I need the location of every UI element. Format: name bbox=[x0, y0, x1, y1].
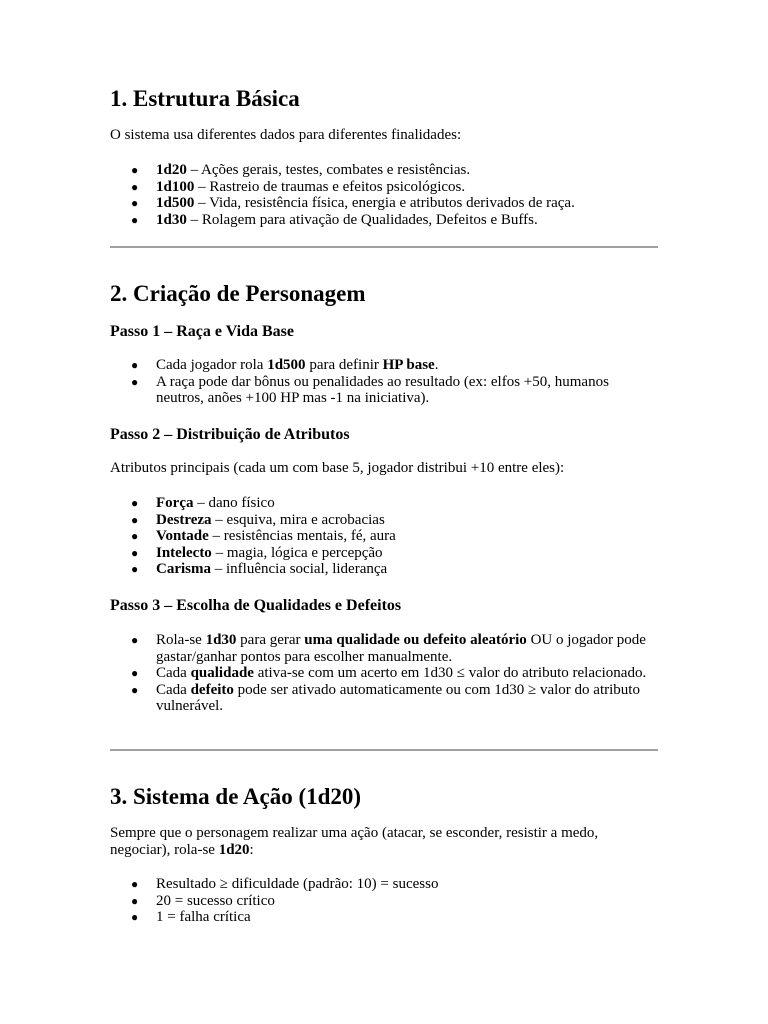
text-span: Sempre que o personagem realizar uma ação (atacar, se esconder, resistir a medo, negociar), rola-se bbox=[110, 825, 599, 858]
list-item-text: – esquiva, mira e acrobacias bbox=[211, 511, 385, 528]
bullet-icon: ● bbox=[131, 545, 139, 560]
list-item-bold: 1d500 bbox=[156, 195, 195, 212]
text-span: ativa-se com um acerto em 1d30 ≤ valor do atributo relacionado. bbox=[253, 665, 647, 682]
section-3-title: 3. Sistema de Ação (1d20) bbox=[110, 784, 362, 809]
list-item-bold: 1d100 bbox=[156, 178, 195, 195]
list-item-bold: 1d20 bbox=[156, 162, 187, 178]
list-item-text: – Rolagem para ativação de Qualidades, Defeitos e Buffs. bbox=[186, 211, 538, 228]
text-span: . bbox=[434, 357, 439, 373]
text-span: para definir bbox=[305, 357, 383, 373]
list-item-text: – dano físico bbox=[193, 495, 275, 511]
list-item bbox=[110, 561, 658, 578]
list-item bbox=[110, 195, 658, 212]
divider bbox=[110, 749, 658, 751]
step-1-title: Passo 1 – Raça e Vida Base bbox=[110, 323, 294, 340]
bold-span: 1d30 bbox=[205, 632, 237, 648]
action-list bbox=[110, 876, 658, 926]
bold-span: 1d20 bbox=[218, 842, 250, 858]
step-2-intro: Atributos principais (cada um com base 5, jogador distribui +10 entre eles): bbox=[110, 460, 565, 476]
bullet-icon: ● bbox=[131, 666, 139, 681]
bullet-icon: ● bbox=[131, 179, 139, 194]
bold-span: uma qualidade ou defeito aleatório bbox=[304, 632, 527, 648]
text-span: Resultado ≥ dificuldade (padrão: 10) = sucesso bbox=[156, 876, 439, 892]
bold-span: defeito bbox=[190, 681, 234, 698]
list-item bbox=[110, 665, 658, 682]
section-1-title: 1. Estrutura Básica bbox=[110, 86, 300, 111]
text-span: Cada jogador rola bbox=[156, 357, 268, 373]
text-span: A raça pode dar bônus ou penalidades ao resultado (ex: elfos +50, humanos neutros, anões +100 HP mas -1 na iniciativa). bbox=[156, 373, 609, 407]
text-span: Rola-se bbox=[156, 632, 206, 648]
divider bbox=[110, 246, 658, 248]
list-item bbox=[110, 632, 658, 665]
attribute-list bbox=[110, 495, 658, 578]
text-span: Cada bbox=[156, 665, 191, 682]
bullet-icon: ● bbox=[131, 196, 139, 211]
step-1-list bbox=[110, 357, 658, 407]
step-3-list bbox=[110, 632, 658, 715]
section-1-intro: O sistema usa diferentes dados para diferentes finalidades: bbox=[110, 127, 462, 143]
bullet-icon: ● bbox=[131, 910, 139, 925]
list-item bbox=[110, 495, 658, 512]
list-item-text: – resistências mentais, fé, aura bbox=[208, 528, 396, 545]
list-item-bold: Destreza bbox=[156, 511, 212, 528]
list-item bbox=[110, 876, 658, 893]
list-item-bold: Intelecto bbox=[156, 544, 212, 561]
bullet-icon: ● bbox=[131, 163, 139, 177]
bullet-icon: ● bbox=[131, 358, 139, 372]
bullet-icon: ● bbox=[131, 893, 139, 908]
text-span: Cada bbox=[156, 681, 191, 698]
list-item-bold: Força bbox=[156, 495, 194, 511]
bold-span: HP base bbox=[382, 357, 435, 373]
bullet-icon: ● bbox=[131, 562, 139, 577]
bullet-icon: ● bbox=[131, 682, 139, 697]
text-span: : bbox=[249, 842, 254, 858]
list-item-text: – Rastreio de traumas e efeitos psicológicos. bbox=[194, 178, 466, 195]
bullet-icon: ● bbox=[131, 877, 139, 891]
list-item bbox=[110, 179, 658, 196]
step-2-title: Passo 2 – Distribuição de Atributos bbox=[110, 426, 350, 443]
list-item-text: – Vida, resistência física, energia e atributos derivados de raça. bbox=[194, 195, 575, 212]
list-item bbox=[110, 909, 658, 926]
list-item bbox=[110, 374, 658, 407]
bold-span: 1d500 bbox=[267, 357, 306, 373]
bullet-icon: ● bbox=[131, 633, 139, 647]
list-item-bold: Vontade bbox=[156, 528, 209, 545]
section-2-title: 2. Criação de Personagem bbox=[110, 281, 366, 306]
bullet-icon: ● bbox=[131, 512, 139, 527]
step-3-title: Passo 3 – Escolha de Qualidades e Defeitos bbox=[110, 597, 402, 614]
text-span: pode ser ativado automaticamente ou com 1d30 ≥ valor do atributo vulnerável. bbox=[156, 681, 640, 715]
bullet-icon: ● bbox=[131, 212, 139, 227]
list-item-text: – influência social, liderança bbox=[211, 561, 388, 578]
list-item-text: – Ações gerais, testes, combates e resistências. bbox=[186, 162, 471, 178]
list-item-text: – magia, lógica e percepção bbox=[211, 544, 383, 561]
section-3-intro bbox=[110, 825, 658, 859]
list-item bbox=[110, 162, 658, 179]
list-item bbox=[110, 357, 658, 374]
text-span: para gerar bbox=[236, 632, 305, 648]
dice-list bbox=[110, 162, 658, 228]
bullet-icon: ● bbox=[131, 529, 139, 544]
list-item bbox=[110, 545, 658, 562]
text-span: 20 = sucesso crítico bbox=[156, 892, 275, 909]
text-span: OU o jogador pode gastar/ganhar pontos para escolher manualmente. bbox=[156, 632, 646, 665]
list-item bbox=[110, 512, 658, 529]
list-item bbox=[110, 212, 658, 229]
list-item bbox=[110, 893, 658, 910]
bullet-icon: ● bbox=[131, 374, 139, 389]
list-item-bold: Carisma bbox=[156, 561, 211, 578]
bold-span: qualidade bbox=[190, 665, 254, 682]
text-span: 1 = falha crítica bbox=[156, 909, 251, 926]
list-item bbox=[110, 528, 658, 545]
list-item-bold: 1d30 bbox=[156, 211, 187, 228]
bullet-icon: ● bbox=[131, 496, 139, 510]
list-item bbox=[110, 682, 658, 715]
